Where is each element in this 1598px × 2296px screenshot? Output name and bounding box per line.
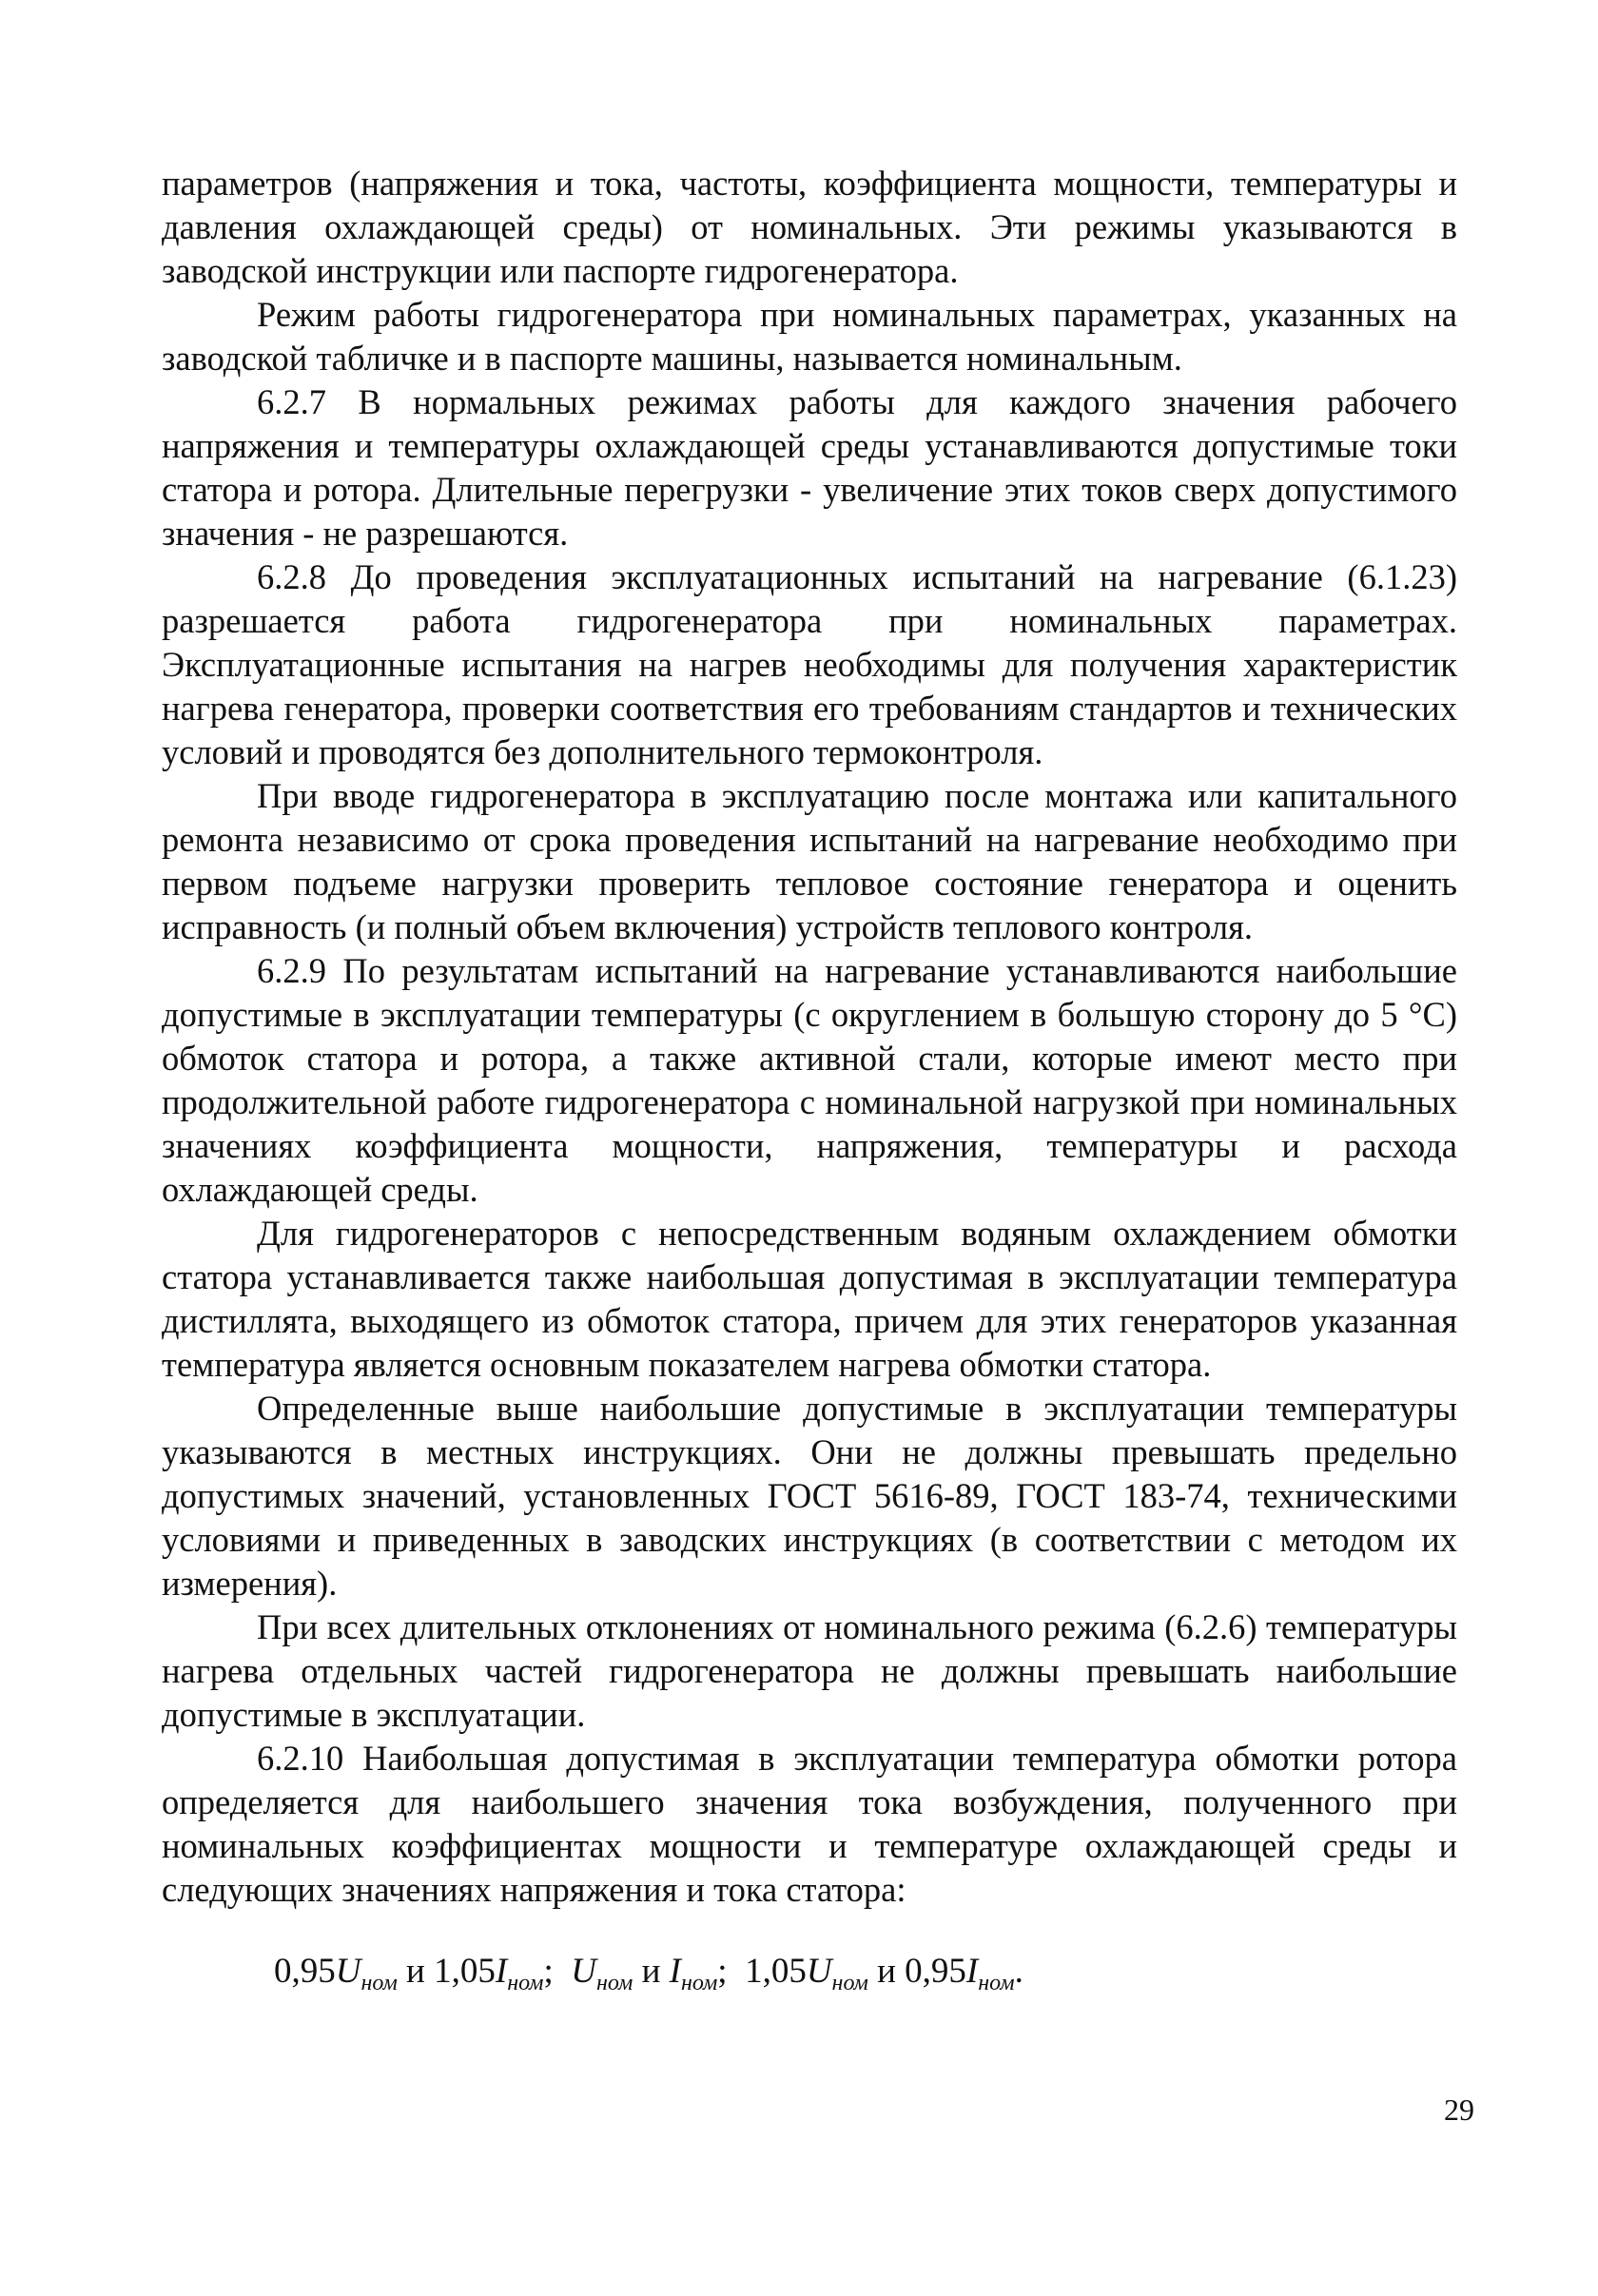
formula-sub: ном: [361, 1971, 398, 1995]
document-page: [162, 162, 1457, 1994]
formula-coef: 1,05: [434, 1952, 496, 1991]
paragraph-deviations: При всех длительных отклонениях от номинального режима (6.2.6) температуры нагрева отдельных частей гидрогенератора не должны превышать наибольшие допустимые в эксплуатации.: [162, 1607, 1457, 1734]
formula-coef: 1,05: [745, 1952, 807, 1991]
paragraph-6-2-8: 6.2.8 До проведения эксплуатационных испытаний на нагревание (6.1.23) разрешается работа гидрогенератора при номинальных параметрах. Эксплуатационные испытания на нагрев необходимы для получения характеристик нагрева генератора, проверки соответствия его требованиям стандартов и технических условий и проводятся без дополнительного термоконтроля.: [162, 557, 1457, 771]
paragraph-6-2-7: 6.2.7 В нормальных режимах работы для каждого значения рабочего напряжения и температуры охлаждающей среды устанавливаются допустимые токи статора и ротора. Длительные перегрузки - увеличение этих токов сверх допустимого значения - не разрешаются.: [162, 382, 1457, 553]
formula-and: и: [877, 1952, 896, 1991]
formula-var-u: U: [335, 1952, 361, 1991]
formula-sub: ном: [596, 1971, 633, 1995]
formula-coef: 0,95: [274, 1952, 336, 1991]
formula-var-u: U: [806, 1952, 832, 1991]
formula-var-u: U: [571, 1952, 597, 1991]
paragraph-nominal-mode: Режим работы гидрогенератора при номинальных параметрах, указанных на заводской табличке и в паспорте машины, называется номинальным.: [162, 295, 1457, 378]
page-number: 29: [1444, 2092, 1474, 2127]
voltage-current-formula: [162, 1950, 1457, 1994]
paragraph-water-cooling: Для гидрогенераторов с непосредственным водяным охлаждением обмотки статора устанавливается также наибольшая допустимая в эксплуатации температура дистиллята, выходящего из обмоток статора, причем для этих генераторов указанная температура является основным показателем нагрева обмотки статора.: [162, 1214, 1457, 1384]
paragraph-local-instructions: Определенные выше наибольшие допустимые в эксплуатации температуры указываются в местных инструкциях. Они не должны превышать предельно допустимых значений, установленных ГОСТ 5616-89, ГОСТ 183-74, техническими условиями и приведенных в заводских инструкциях (в соответствии с методом их измерения).: [162, 1389, 1457, 1603]
formula-and: и: [406, 1952, 425, 1991]
formula-var-i: I: [495, 1952, 508, 1991]
formula-var-i: I: [965, 1952, 979, 1991]
formula-separator: ;: [717, 1952, 728, 1991]
formula-and: и: [641, 1952, 661, 1991]
paragraph-commissioning-check: При вводе гидрогенератора в эксплуатацию после монтажа или капитального ремонта независимо от срока проведения испытаний на нагревание необходимо при первом подъеме нагрузки проверить тепловое состояние генератора и оценить исправность (и полный объем включения) устройств теплового контроля.: [162, 776, 1457, 946]
formula-sub: ном: [680, 1971, 718, 1995]
formula-var-i: I: [669, 1952, 681, 1991]
paragraph-operating-modes-intro: параметров (напряжения и тока, частоты, коэффициента мощности, температуры и давления охлаждающей среды) от номинальных. Эти режимы указываются в заводской инструкции или паспорте гидрогенератора.: [162, 164, 1457, 290]
formula-sub: ном: [831, 1971, 868, 1995]
formula-separator: ;: [543, 1952, 554, 1991]
formula-sub: ном: [978, 1971, 1015, 1995]
paragraph-6-2-10: 6.2.10 Наибольшая допустимая в эксплуатации температура обмотки ротора определяется для наибольшего значения тока возбуждения, полученного при номинальных коэффициентах мощности и температуре охлаждающей среды и следующих значениях напряжения и тока статора:: [162, 1739, 1457, 1909]
paragraph-6-2-9: 6.2.9 По результатам испытаний на нагревание устанавливаются наибольшие допустимые в эксплуатации температуры (с округлением в большую сторону до 5 °С) обмоток статора и ротора, а также активной стали, которые имеют место при продолжительной работе гидрогенератора с номинальной нагрузкой при номинальных значениях коэффициента мощности, напряжения, температуры и расхода охлаждающей среды.: [162, 951, 1457, 1209]
formula-sub: ном: [507, 1971, 544, 1995]
formula-coef: 0,95: [905, 1952, 966, 1991]
formula-end: .: [1014, 1952, 1023, 1991]
